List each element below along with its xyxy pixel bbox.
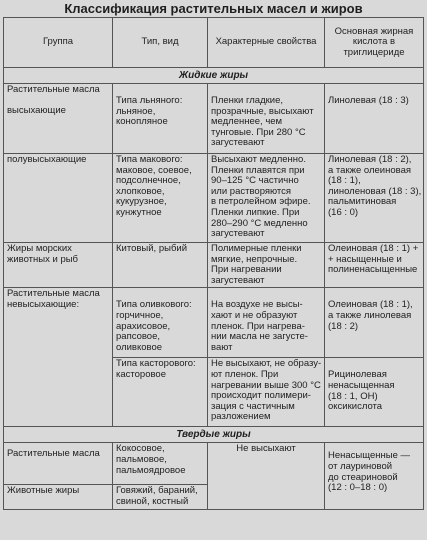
cell-text-line: пальмитиновая xyxy=(328,196,397,208)
cell-text-line: кислота в xyxy=(352,36,396,48)
cell-text-line: Олеиновая (18 : 1) + xyxy=(328,243,419,254)
header-properties: Характерные свойства xyxy=(208,18,325,68)
cell-text-line: пленок. При нагрева- xyxy=(211,320,305,332)
cell-text-line: полиненасыщенные xyxy=(328,264,418,276)
cell-text-line: маковое, соевое, xyxy=(116,164,192,176)
document-title: Классификация растительных масел и жиров xyxy=(64,1,363,16)
classification-table xyxy=(3,17,424,510)
cell-text-line: тунговые. При 280 °C xyxy=(211,126,306,138)
cell-acid xyxy=(325,358,424,427)
cell-text-line: оливковое xyxy=(116,341,163,353)
cell-text-line: от лауриновой xyxy=(328,460,393,472)
cell-text-line: высыхающие xyxy=(7,104,66,116)
cell-text-line: конопляное xyxy=(116,116,168,128)
header-row xyxy=(4,18,424,68)
cell-text-line: Растительные масла xyxy=(7,84,100,95)
cell-text-line: (18 : 1, OH) xyxy=(328,390,378,402)
cell-properties xyxy=(208,243,325,288)
header-type: Тип, вид xyxy=(113,18,208,68)
cell-properties xyxy=(208,358,325,427)
cell-text-line: ют пленок. При xyxy=(211,368,279,380)
cell-text-line: загустевают xyxy=(211,228,265,240)
cell-group xyxy=(4,243,113,288)
cell-text-line: кунжутное xyxy=(116,206,162,218)
cell-text-line: Говяжий, бараний, xyxy=(116,485,198,497)
cell-text-line: Кокосовое, xyxy=(116,443,165,455)
cell-text-line: Жиры морских xyxy=(7,243,72,254)
cell-text-line: а также олеиновая xyxy=(328,164,411,176)
header-group: Группа xyxy=(4,18,113,68)
table-row xyxy=(4,443,424,485)
cell-text-line: хлопковое, xyxy=(116,185,165,197)
cell-text-line: свиной, костный xyxy=(116,495,189,507)
cell-text-line: Линолевая (18 : 2), xyxy=(328,154,412,165)
table-row xyxy=(4,154,424,243)
cell-text-line: нии масла не загусте- xyxy=(211,331,308,343)
cell-text-line: Пленки липкие. При xyxy=(211,206,300,218)
cell-text-line: а также линолевая xyxy=(328,309,412,321)
cell-text-line: При нагревании xyxy=(211,264,282,276)
table-row xyxy=(4,84,424,154)
cell-text-line: Не высыхают xyxy=(236,443,296,455)
cell-text-line: Китовый, рыбий xyxy=(116,243,187,254)
section-row-solid xyxy=(4,427,424,443)
cell-properties xyxy=(208,288,325,358)
section-liquid: Жидкие жиры xyxy=(4,68,424,84)
section-row-liquid xyxy=(4,68,424,84)
cell-text-line: Растительные масла xyxy=(7,448,100,460)
cell-type xyxy=(113,243,208,288)
cell-acid xyxy=(325,288,424,358)
cell-text-line: На воздухе не высы- xyxy=(211,299,303,311)
cell-text-line: подсолнечное, xyxy=(116,175,181,187)
cell-text-line: Животные жиры xyxy=(7,485,80,497)
cell-text-line: или растворяются xyxy=(211,185,292,197)
cell-text-line: загустевают xyxy=(211,274,265,286)
cell-acid xyxy=(325,243,424,288)
cell-text-line: невысыхающие: xyxy=(7,298,80,310)
cell-text-line: Ненасыщенные — xyxy=(328,450,410,462)
cell-text-line: Рицинолевая xyxy=(328,369,387,381)
cell-acid xyxy=(325,443,424,510)
cell-group xyxy=(4,154,113,243)
cell-text-line: Основная жирная xyxy=(334,25,414,37)
cell-text-line: оксикислота xyxy=(328,401,383,413)
cell-text-line: Растительные масла xyxy=(7,288,100,300)
cell-text-line: горчичное, xyxy=(116,309,164,321)
cell-text-line: зация с частичным xyxy=(211,400,295,412)
cell-type xyxy=(113,84,208,154)
cell-text-line: (16 : 0) xyxy=(328,206,359,218)
cell-text-line: до стеариновой xyxy=(328,471,398,483)
cell-text-line: Пленки плавятся при xyxy=(211,164,305,176)
cell-text-line: льняное, xyxy=(116,105,156,117)
cell-text-line: Типа макового: xyxy=(116,154,183,165)
cell-text-line: мягкие, непрочные. xyxy=(211,253,298,265)
cell-text-line: Типа льняного: xyxy=(116,95,183,106)
cell-text-line: кукурузное, xyxy=(116,196,167,208)
cell-properties xyxy=(208,154,325,243)
cell-text-line: нагревании выше 300 °C xyxy=(211,379,321,391)
cell-acid xyxy=(325,154,424,243)
cell-text-line: загустевают xyxy=(211,137,265,149)
table-row xyxy=(4,288,424,358)
cell-text-line: 90–125 °C частично xyxy=(211,175,299,187)
cell-text-line: арахисовое, xyxy=(116,320,171,332)
cell-acid xyxy=(325,84,424,154)
cell-text-line: в петролейном эфире. xyxy=(211,196,311,208)
cell-text-line: Линолевая (18 : 3) xyxy=(328,95,409,106)
cell-text-line: ненасыщенная xyxy=(328,379,395,391)
cell-text-line: полувысыхающие xyxy=(7,154,87,165)
cell-text-line: пальмоядровое xyxy=(116,464,186,476)
cell-text-line: Пленки гладкие, xyxy=(211,95,284,106)
cell-text-line: рапсовое, xyxy=(116,331,160,343)
cell-text-line: 280–290 °C медленно xyxy=(211,217,308,229)
cell-text-line: (12 : 0–18 : 0) xyxy=(328,482,388,494)
cell-group xyxy=(4,84,113,154)
cell-type xyxy=(113,288,208,358)
cell-text-line: Типа оливкового: xyxy=(116,299,192,311)
cell-text-line: Типа касторового: xyxy=(116,358,196,370)
header-acid xyxy=(325,18,424,68)
cell-group xyxy=(4,485,113,510)
cell-type xyxy=(113,154,208,243)
cell-text-line: вают xyxy=(211,341,233,353)
cell-text-line: (18 : 2) xyxy=(328,320,359,332)
cell-text-line: животных и рыб xyxy=(7,253,78,265)
section-solid: Твердые жиры xyxy=(4,427,424,443)
cell-text-line: касторовое xyxy=(116,368,167,380)
cell-text-line: + насыщенные и xyxy=(328,253,402,265)
cell-text-line: медленнее, чем xyxy=(211,116,283,128)
cell-text-line: (18 : 1), xyxy=(328,175,361,187)
cell-type xyxy=(113,358,208,427)
cell-text-line: Не высыхают, не образу- xyxy=(211,358,322,370)
cell-group xyxy=(4,288,113,427)
cell-text-line: Высыхают медленно. xyxy=(211,154,306,165)
cell-type xyxy=(113,443,208,485)
cell-properties xyxy=(208,443,325,510)
cell-text-line: пальмовое, xyxy=(116,453,167,465)
cell-properties xyxy=(208,84,325,154)
cell-text-line: хают и не образуют xyxy=(211,309,298,321)
cell-group xyxy=(4,443,113,485)
cell-text-line: линоленовая (18 : 3), xyxy=(328,185,422,197)
cell-text-line: триглицериде xyxy=(343,46,405,58)
cell-text-line: Олеиновая (18 : 1), xyxy=(328,299,413,311)
cell-text-line: Полимерные пленки xyxy=(211,243,302,254)
cell-type xyxy=(113,485,208,510)
cell-text-line: прозрачные, высыхают xyxy=(211,105,314,117)
cell-text-line: разложением xyxy=(211,411,271,423)
table-row xyxy=(4,243,424,288)
cell-text-line: происходит полимери- xyxy=(211,390,311,402)
